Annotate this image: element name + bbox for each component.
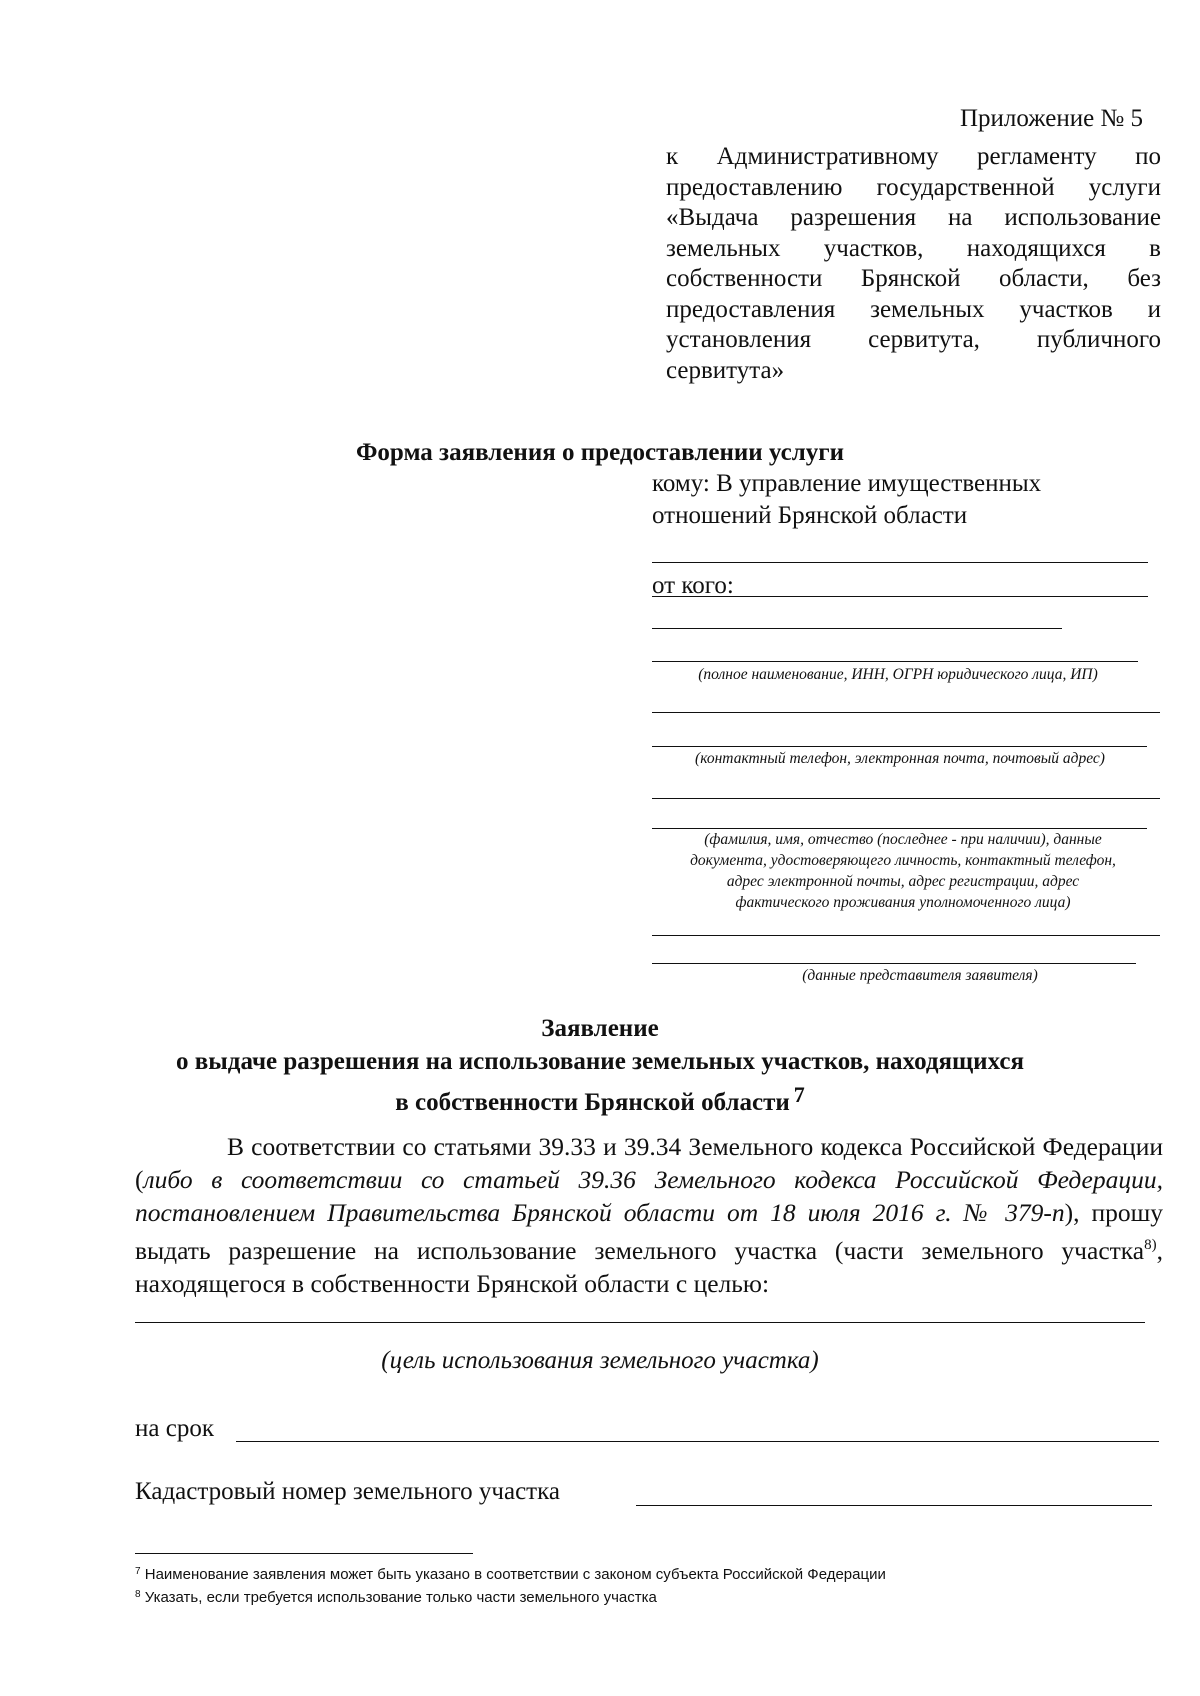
- footnote-7-text: Наименование заявления может быть указано в соответствии с законом субъекта Российской Федерации: [144, 1566, 886, 1583]
- recipient-line-2: отношений Брянской области: [652, 502, 968, 529]
- contacts-field-line-1[interactable]: [652, 712, 1160, 713]
- statement-text-italic: либо в соответствии со статьей 39.36 Земельного кодекса Российской Федерации, постановлением Правительства Брянской области от 18 июля 2016 г. № 379-п: [135, 1165, 1163, 1227]
- person-hint-line-2: документа, удостоверяющего личность, контактный телефон,: [690, 852, 1116, 869]
- footnote-8: [135, 1585, 1135, 1608]
- statement-title-line-3: [0, 1078, 1200, 1119]
- representative-field-line-2[interactable]: [652, 963, 1136, 964]
- statement-body: [135, 1130, 1163, 1300]
- statement-text-c: , находящегося в собственности Брянской области с целью:: [135, 1236, 1163, 1298]
- purpose-field-line[interactable]: [135, 1322, 1145, 1323]
- contacts-field-line-2[interactable]: [652, 746, 1147, 747]
- person-hint-line-3: адрес электронной почты, адрес регистрации, адрес: [726, 873, 1080, 890]
- footnote-8-mark: 8: [135, 1589, 141, 1600]
- person-hint: [646, 829, 1160, 913]
- footnote-8-text: Указать, если требуется использование только части земельного участка: [144, 1589, 657, 1606]
- footnote-7: [135, 1562, 1135, 1585]
- legal-entity-field-line[interactable]: [652, 661, 1138, 662]
- person-hint-line-4: фактического проживания уполномоченного лица): [735, 894, 1071, 911]
- statement-title-line-1: Заявление: [541, 1015, 659, 1042]
- person-hint-line-1: (фамилия, имя, отчество (последнее - при наличии), данные: [704, 831, 1102, 848]
- recipient-line-1: кому: В управление имущественных: [652, 470, 1042, 497]
- from-label: от кого:: [652, 572, 734, 599]
- cadastral-field-line[interactable]: [636, 1505, 1152, 1506]
- legal-entity-hint: (полное наименование, ИНН, ОГРН юридического лица, ИП): [698, 666, 1098, 683]
- cadastral-label: Кадастровый номер земельного участка: [135, 1478, 560, 1505]
- statement-title-line-3-text: в собственности Брянской области: [395, 1089, 790, 1116]
- term-field-line[interactable]: [236, 1441, 1159, 1442]
- purpose-hint: (цель использования земельного участка): [381, 1347, 819, 1374]
- from-field-line-2[interactable]: [652, 628, 1062, 629]
- footnote-ref-7: 7: [793, 1082, 805, 1107]
- term-label: на срок: [135, 1415, 214, 1442]
- statement-title-line-2: о выдаче разрешения на использование земельных участков, находящихся: [176, 1048, 1024, 1075]
- recipient-block: [652, 468, 1172, 532]
- statement-title: [0, 1012, 1200, 1119]
- representative-field-line-1[interactable]: [652, 935, 1160, 936]
- footnote-7-mark: 7: [135, 1566, 141, 1577]
- appendix-title: Приложение № 5: [960, 105, 1144, 132]
- from-field-line-1[interactable]: [652, 596, 1148, 597]
- statement-paragraph: [135, 1130, 1163, 1300]
- contacts-hint: (контактный телефон, электронная почта, почтовый адрес): [695, 750, 1105, 767]
- statement-text-a: В соответствии со статьями 39.33 и 39.34 Земельного кодекса Российской Федерации (: [135, 1132, 1163, 1194]
- statement-text-b: ), прошу выдать разрешение на использование земельного участка (части земельного участка: [135, 1198, 1163, 1265]
- representative-hint: (данные представителя заявителя): [802, 967, 1038, 984]
- person-field-line-1[interactable]: [652, 798, 1160, 799]
- footnotes: [135, 1562, 1135, 1608]
- appendix-reference: к Административному регламенту по предоставлению государственной услуги «Выдача разрешения на использование земельных участков, находящихся в собственности Брянской области, без предоставления земельных участков и установления сервитута, публичного сервитута»: [666, 143, 1161, 384]
- footnote-ref-8: 8): [1144, 1237, 1157, 1253]
- form-title: Форма заявления о предоставлении услуги: [355, 439, 845, 466]
- footnote-separator: [135, 1553, 473, 1554]
- recipient-extra-line: [652, 562, 1148, 563]
